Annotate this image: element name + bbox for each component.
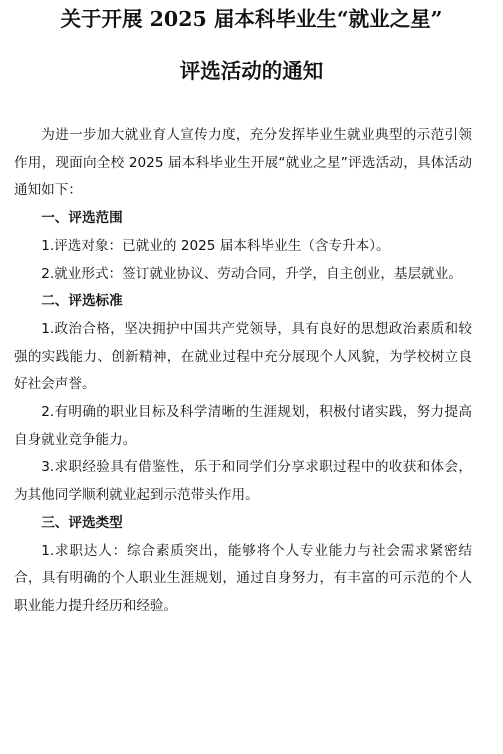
types-paragraph-1: 1.求职达人：综合素质突出，能够将个人专业能力与社会需求紧密结合，具有明确的个人职业生涯规划，通过自身努力，有丰富的可示范的个人职业能力提升经历和经验。: [14, 542, 472, 614]
section-heading-types: 三、评选类型: [41, 514, 123, 531]
document-title-line-1: 关于开展 2025 届本科毕业生“就业之星”: [60, 7, 443, 31]
document-title-line-2: 评选活动的通知: [179, 59, 324, 83]
criteria-paragraph-2: 2.有明确的职业目标及科学清晰的生涯规划，积极付诸实践，努力提高自身就业竞争能力。: [14, 404, 472, 448]
criteria-paragraph-3: 3.求职经验具有借鉴性，乐于和同学们分享求职过程中的收获和体会，为其他同学顺利就业起到示范带头作用。: [14, 459, 472, 504]
section-heading-criteria: 二、评选标准: [41, 293, 123, 310]
scope-paragraph-1: 1.评选对象：已就业的 2025 届本科毕业生（含专升本）。: [41, 237, 390, 254]
intro-paragraph: 为进一步加大就业育人宣传力度，充分发挥毕业生就业典型的示范引领作用，现面向全校 2025 届本科毕业生开展“就业之星”评选活动，具体活动通知如下：: [14, 127, 472, 199]
section-heading-scope: 一、评选范围: [41, 210, 123, 227]
document-body: [14, 122, 472, 621]
scope-paragraph-2: 2.就业形式：签订就业协议、劳动合同，升学，自主创业，基层就业。: [41, 265, 462, 282]
criteria-paragraph-1: 1.政治合格，坚决拥护中国共产党领导，具有良好的思想政治素质和较强的实践能力、创新精神，在就业过程中充分展现个人风貌，为学校树立良好社会声誉。: [14, 320, 472, 393]
